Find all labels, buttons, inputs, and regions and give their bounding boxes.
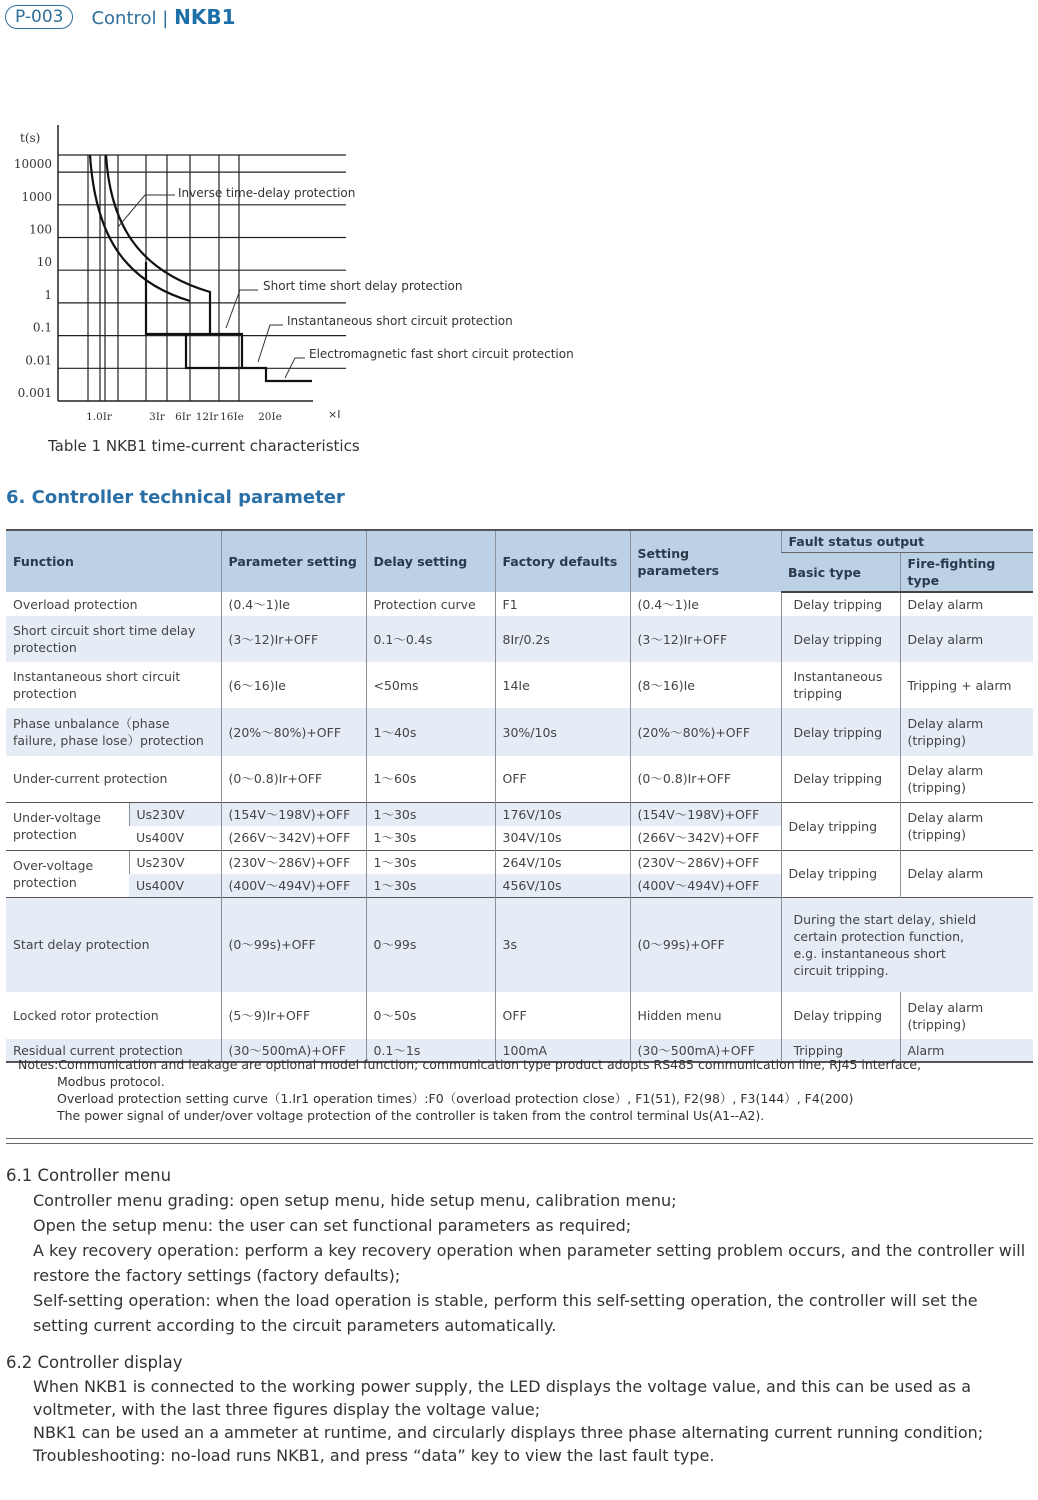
cell: 1～30s (366, 874, 495, 897)
cell: During the start delay, shield certain protection function, e.g. instantaneous short circuit tripping. (781, 897, 1033, 992)
cell: Us400V (136, 830, 185, 846)
cell: (30～500mA)+OFF (630, 1039, 781, 1062)
cell: (0～99s)+OFF (221, 897, 366, 992)
cell: Hidden menu (630, 992, 781, 1039)
cell: 14Ie (495, 662, 630, 708)
cell: 456V/10s (495, 874, 630, 897)
cell: 8Ir/0.2s (495, 616, 630, 662)
cell: Delay alarm (900, 616, 1033, 662)
annotation-label: Short time short delay protection (263, 279, 463, 293)
cell: Under-current protection (13, 771, 168, 787)
table-row (6, 662, 1033, 708)
th-function: Function (6, 530, 221, 592)
th-fault: Fault status output (781, 530, 1033, 553)
cell: (20%～80%)+OFF (221, 708, 366, 756)
cell: (266V～342V)+OFF (221, 826, 366, 850)
cell: (230V～286V)+OFF (630, 850, 781, 874)
th-delay: Delay setting (366, 530, 495, 592)
parameter-table (6, 529, 1033, 1063)
th-setting: Setting parameters (630, 530, 781, 592)
cell: (5～9)Ir+OFF (221, 992, 366, 1039)
header-title (91, 5, 235, 29)
th-factory: Factory defaults (495, 530, 630, 592)
cell: Delay alarm (tripping) (900, 992, 1033, 1039)
cell: Instantaneous short circuit protection (13, 669, 181, 701)
cell: 176V/10s (495, 802, 630, 826)
cell: 1～60s (366, 756, 495, 802)
cell: 100mA (495, 1039, 630, 1062)
cell: (0.4～1)Ie (630, 592, 781, 616)
cell: Delay tripping (781, 708, 900, 756)
cell: 1～30s (366, 850, 495, 874)
notes (18, 1056, 921, 1124)
cell: (400V～494V)+OFF (630, 874, 781, 897)
paragraph: NBK1 can be used an a ammeter at runtime, and circularly displays three phase alternating current running condition; (33, 1423, 984, 1442)
y-tick-label: 10 (36, 255, 52, 270)
cell: Short circuit short time delay protection (6, 616, 221, 662)
paragraph: When NKB1 is connected to the working power supply, the LED displays the voltage value, and this can be used as a voltmeter, with the last three figures display the voltage value; (33, 1377, 971, 1419)
note-line: Overload protection setting curve（1.Ir1 operation times）:F0（overload protection close）, F1(51), F2(98）, F3(144）, F4(200) (57, 1091, 854, 1106)
cell: F1 (495, 592, 630, 616)
y-tick-label: 0.01 (25, 353, 52, 368)
paragraph: Open the setup menu: the user can set functional parameters as required; (33, 1216, 632, 1235)
heading-6-1: 6.1 Controller menu (6, 1166, 172, 1185)
under-voltage-label: Under-voltage protection (6, 802, 129, 850)
cell: (0～99s)+OFF (630, 897, 781, 992)
y-tick-label: 10000 (13, 157, 52, 172)
paragraph: Troubleshooting: no-load runs NKB1, and press “data” key to view the last fault type. (33, 1446, 715, 1465)
cell: (30～500mA)+OFF (221, 1039, 366, 1062)
th-fire: Fire-fighting type (900, 553, 1033, 593)
table-row (6, 756, 1033, 802)
annotation-label: Inverse time-delay protection (178, 186, 356, 200)
cell: (0～0.8)Ir+OFF (221, 756, 366, 802)
cell: Delay alarm (tripping) (900, 708, 1033, 756)
cell: Tripping (781, 1039, 900, 1062)
time-current-chart (0, 120, 600, 430)
cell: Instantaneous tripping (781, 662, 900, 708)
y-axis-label: t(s) (20, 131, 41, 145)
cell: (8～16)Ie (630, 662, 781, 708)
table-row (6, 616, 1033, 662)
table-row (6, 708, 1033, 756)
cell: Delay tripping (781, 992, 900, 1039)
cell: 0.1～1s (366, 1039, 495, 1062)
section-title: 6. Controller technical parameter (6, 487, 345, 508)
cell: Protection curve (366, 592, 495, 616)
annotation-label: Instantaneous short circuit protection (287, 314, 513, 328)
x-axis-label: ×I (328, 408, 341, 421)
x-tick-label: 6Ir (175, 411, 191, 423)
product-name: NKB1 (174, 5, 236, 29)
th-param: Parameter setting (221, 530, 366, 592)
y-tick-label: 0.1 (32, 320, 52, 335)
cell: Overload protection (13, 596, 138, 612)
paragraph: A key recovery operation: perform a key recovery operation when parameter setting problem occurs, and the controller will restore the factory settings (factory defaults); (33, 1241, 1026, 1285)
note-line: The power signal of under/over voltage protection of the controller is taken from the control terminal Us(A1--A2). (57, 1108, 765, 1123)
cell: Alarm (900, 1039, 1033, 1062)
cell: Us230V (129, 802, 221, 826)
separator: | (162, 8, 169, 29)
cell: Phase unbalance（phase failure, phase lose）protection (6, 708, 221, 756)
annotation-label: Electromagnetic fast short circuit protection (309, 347, 574, 361)
cell: (3～12)Ir+OFF (630, 616, 781, 662)
cell: 1～40s (366, 708, 495, 756)
cell: Delay tripping (781, 756, 900, 802)
cell: OFF (495, 756, 630, 802)
paragraph: Self-setting operation: when the load operation is stable, perform this self-setting operation, the controller will set the setting current according to the circuit parameters automatically. (33, 1291, 978, 1335)
x-tick-label: 12Ir (195, 411, 219, 423)
table-row (6, 592, 1033, 616)
y-tick-label: 1000 (21, 189, 52, 204)
body-text (6, 1163, 1026, 1467)
over-voltage-label: Over-voltage protection (6, 850, 129, 897)
double-divider (6, 1138, 1033, 1144)
cell: (6～16)Ie (221, 662, 366, 708)
cell: (154V～198V)+OFF (630, 802, 781, 826)
x-tick-label: 3Ir (149, 411, 165, 423)
th-basic: Basic type (781, 553, 900, 593)
x-tick-label: 16Ie (220, 411, 244, 423)
y-tick-label: 0.001 (17, 386, 52, 400)
cell: (0～0.8)Ir+OFF (630, 756, 781, 802)
heading-6-2: 6.2 Controller display (6, 1353, 183, 1372)
cell: Locked rotor protection (13, 1008, 159, 1023)
page-header (5, 5, 236, 29)
cell: OFF (495, 992, 630, 1039)
cell: Delay alarm (900, 850, 1033, 897)
cell: 30%/10s (495, 708, 630, 756)
cell: 0～50s (366, 992, 495, 1039)
cell: 304V/10s (495, 826, 630, 850)
annotation-leader (258, 325, 283, 362)
cell: Tripping + alarm (900, 662, 1033, 708)
cell: Residual current protection (6, 1039, 221, 1062)
annotation-leader (226, 290, 258, 328)
cell: (266V～342V)+OFF (630, 826, 781, 850)
cell: (3～12)Ir+OFF (221, 616, 366, 662)
cell: 3s (495, 897, 630, 992)
x-tick-label: 20Ie (258, 411, 282, 423)
cell: Delay alarm (tripping) (900, 756, 1033, 802)
cell: Us400V (129, 874, 221, 897)
cell: Delay tripping (781, 592, 900, 616)
cell: Delay tripping (781, 802, 900, 850)
cell: (230V～286V)+OFF (221, 850, 366, 874)
paragraph: Controller menu grading: open setup menu, hide setup menu, calibration menu; (33, 1191, 677, 1210)
cell: Delay tripping (781, 616, 900, 662)
cell: (400V～494V)+OFF (221, 874, 366, 897)
cell: 0.1～0.4s (366, 616, 495, 662)
cell: Us230V (129, 850, 221, 874)
cell: <50ms (366, 662, 495, 708)
y-tick-label: 100 (29, 222, 52, 237)
x-tick-label: 1.0Ir (86, 411, 112, 423)
cell: 264V/10s (495, 850, 630, 874)
cell: (154V～198V)+OFF (221, 802, 366, 826)
note-line: Notes:Communication and leakage are optional model function; communication type product adopts RS485 communication line, RJ45 interface, (18, 1057, 922, 1072)
cell: Delay tripping (781, 850, 900, 897)
page-badge: P-003 (5, 5, 73, 29)
cell: (0.4～1)Ie (221, 592, 366, 616)
cell: (20%～80%)+OFF (630, 708, 781, 756)
section-label: Control (91, 8, 157, 29)
note-line: Modbus protocol. (57, 1074, 165, 1089)
cell: Start delay protection (6, 897, 221, 992)
inverse-curve-upper (106, 155, 210, 301)
cell: Delay alarm (tripping) (900, 802, 1033, 850)
cell: Delay alarm (900, 592, 1033, 616)
cell: 1～30s (366, 802, 495, 826)
chart-caption: Table 1 NKB1 time-current characteristics (48, 437, 360, 455)
y-tick-label: 1 (44, 287, 52, 302)
cell: 0～99s (366, 897, 495, 992)
cell: 1～30s (366, 826, 495, 850)
